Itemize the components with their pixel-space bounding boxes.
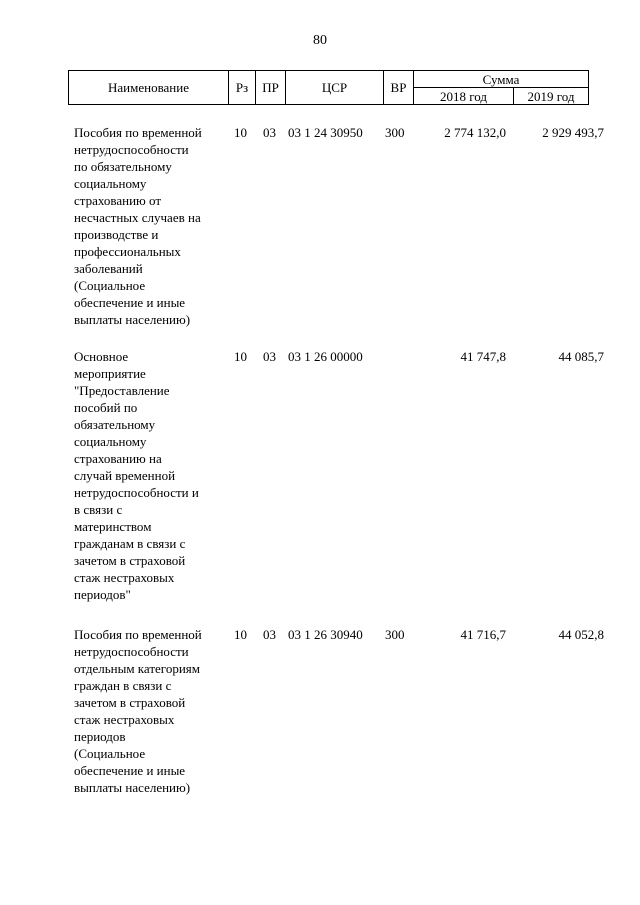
name-line: страхованию от	[74, 193, 162, 208]
row-csr: 03 1 26 30940	[288, 627, 363, 642]
page-number: 80	[313, 33, 327, 48]
name-line: стаж нестраховых	[74, 570, 175, 585]
name-line: Основное	[74, 349, 129, 364]
row-csr: 03 1 26 00000	[288, 349, 363, 364]
row-vr: 300	[385, 627, 405, 642]
name-line: нетрудоспособности	[74, 142, 189, 157]
name-line: производстве и	[74, 227, 159, 242]
name-line: социальному	[74, 434, 147, 449]
header-year-2018: 2018 год	[414, 88, 514, 105]
row-csr: 03 1 24 30950	[288, 125, 363, 140]
header-sum: Сумма	[414, 71, 589, 88]
table-header	[68, 70, 589, 105]
name-line: "Предоставление	[74, 383, 170, 398]
name-line: зачетом в страховой	[74, 553, 186, 568]
row-name	[74, 626, 224, 796]
header-rz: Рз	[229, 71, 256, 105]
name-line: стаж нестраховых	[74, 712, 175, 727]
name-line: гражданам в связи с	[74, 536, 186, 551]
name-line: выплаты населению)	[74, 780, 191, 795]
header-vr: ВР	[384, 71, 414, 105]
row-sum-2018: 41 747,8	[460, 349, 506, 364]
name-line: профессиональных	[74, 244, 181, 259]
name-line: (Социальное	[74, 278, 146, 293]
name-line: социальному	[74, 176, 147, 191]
name-line: периодов"	[74, 587, 131, 602]
header-year-2019: 2019 год	[514, 88, 589, 105]
name-line: выплаты населению)	[74, 312, 191, 327]
name-line: материнством	[74, 519, 152, 534]
row-pr: 03	[263, 627, 276, 642]
header-csr: ЦСР	[286, 71, 384, 105]
name-line: пособий по	[74, 400, 138, 415]
name-line: Пособия по временной	[74, 627, 202, 642]
name-line: несчастных случаев на	[74, 210, 201, 225]
row-sum-2018: 41 716,7	[460, 627, 506, 642]
name-line: нетрудоспособности	[74, 644, 189, 659]
row-name	[74, 124, 224, 328]
name-line: обязательному	[74, 417, 156, 432]
row-sum-2019: 44 085,7	[558, 349, 604, 364]
name-line: страхованию на	[74, 451, 162, 466]
header-name: Наименование	[69, 71, 229, 105]
row-sum-2019: 2 929 493,7	[542, 125, 604, 140]
row-pr: 03	[263, 349, 276, 364]
row-rz: 10	[234, 349, 247, 364]
row-pr: 03	[263, 125, 276, 140]
name-line: отдельным категориям	[74, 661, 200, 676]
name-line: Пособия по временной	[74, 125, 202, 140]
name-line: в связи с	[74, 502, 123, 517]
row-rz: 10	[234, 125, 247, 140]
name-line: граждан в связи с	[74, 678, 172, 693]
name-line: зачетом в страховой	[74, 695, 186, 710]
row-vr: 300	[385, 125, 405, 140]
header-pr: ПР	[256, 71, 286, 105]
row-sum-2018: 2 774 132,0	[444, 125, 506, 140]
name-line: периодов	[74, 729, 126, 744]
name-line: нетрудоспособности и	[74, 485, 199, 500]
name-line: обеспечение и иные	[74, 763, 186, 778]
row-rz: 10	[234, 627, 247, 642]
name-line: (Социальное	[74, 746, 146, 761]
name-line: обеспечение и иные	[74, 295, 186, 310]
row-name	[74, 348, 224, 603]
name-line: по обязательному	[74, 159, 172, 174]
row-sum-2019: 44 052,8	[558, 627, 604, 642]
name-line: мероприятие	[74, 366, 146, 381]
name-line: случай временной	[74, 468, 176, 483]
name-line: заболеваний	[74, 261, 143, 276]
